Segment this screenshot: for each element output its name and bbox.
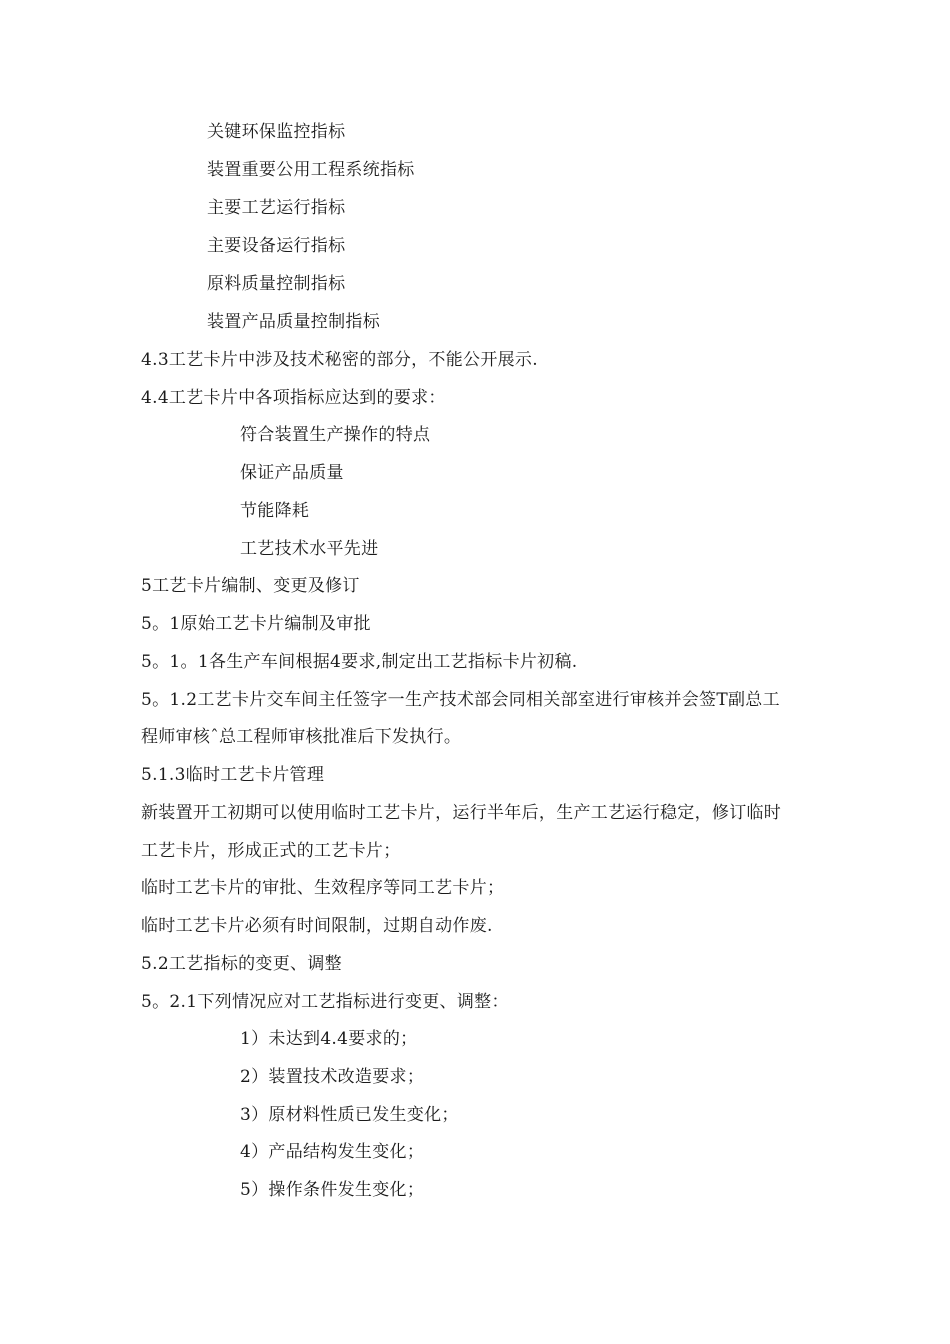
change-condition-item: 1）未达到4.4要求的； [240,1029,418,1049]
section-5-1: 5。1原始工艺卡片编制及审批 [141,614,371,634]
change-condition-item: 2）装置技术改造要求； [240,1067,425,1087]
indicator-item: 主要设备运行指标 [207,236,346,256]
indicator-item: 原料质量控制指标 [207,274,346,294]
indicator-item: 装置产品质量控制指标 [207,312,380,332]
change-condition-item: 5）操作条件发生变化； [240,1180,425,1200]
section-5-2: 5.2工艺指标的变更、调整 [141,954,342,974]
change-condition-item: 3）原材料性质已发生变化； [240,1105,459,1125]
temp-card-approval: 临时工艺卡片的审批、生效程序等同工艺卡片； [141,878,505,898]
change-condition-item: 4）产品结构发生变化； [240,1142,425,1162]
section-5-1-2-line1: 5。1.2工艺卡片交车间主任签字一生产技术部会同相关部室进行审核并会签T副总工 [141,690,780,710]
requirement-item: 工艺技术水平先进 [240,539,379,559]
indicator-item: 主要工艺运行指标 [207,198,346,218]
section-4-3: 4.3工艺卡片中涉及技术秘密的部分，不能公开展示. [141,350,538,370]
section-5-1-3: 5.1.3临时工艺卡片管理 [141,765,325,785]
section-5-heading: 5工艺卡片编制、变更及修订 [141,576,360,596]
temp-card-paragraph-line1: 新装置开工初期可以使用临时工艺卡片，运行半年后，生产工艺运行稳定，修订临时 [141,803,782,823]
indicator-item: 关键环保监控指标 [207,122,346,142]
temp-card-expiry: 临时工艺卡片必须有时间限制，过期自动作废. [141,916,493,936]
requirement-item: 符合装置生产操作的特点 [240,425,431,445]
section-5-1-1: 5。1。1各生产车间根据4要求,制定出工艺指标卡片初稿. [141,652,578,672]
requirement-item: 保证产品质量 [240,463,344,483]
temp-card-paragraph-line2: 工艺卡片，形成正式的工艺卡片； [141,841,401,861]
section-5-2-1: 5。2.1下列情况应对工艺指标进行变更、调整： [141,992,509,1012]
requirement-item: 节能降耗 [240,501,310,521]
section-4-4: 4.4工艺卡片中各项指标应达到的要求： [141,388,446,408]
indicator-item: 装置重要公用工程系统指标 [207,160,415,180]
section-5-1-2-line2: 程师审核ˆ总工程师审核批准后下发执行。 [141,727,462,747]
